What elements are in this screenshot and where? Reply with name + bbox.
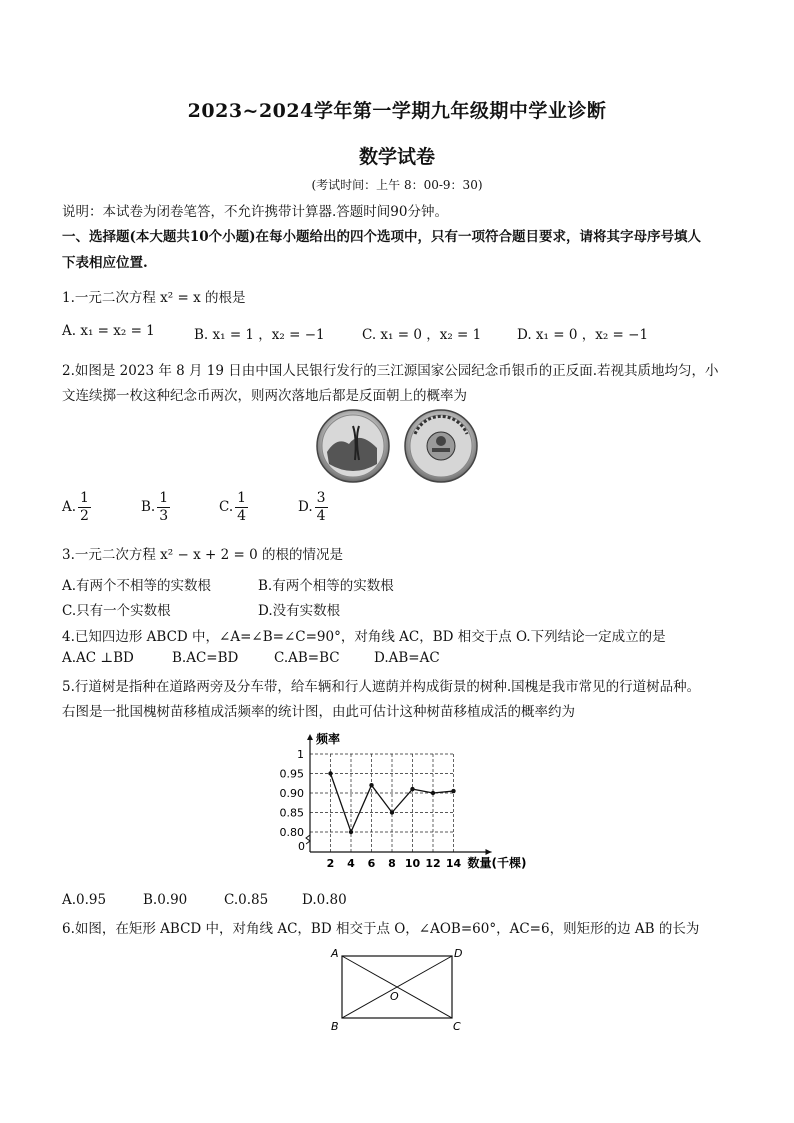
q1-option-d: D. x₁ = 0 ，x₂ = −1 xyxy=(517,327,649,343)
x-tick-label-1: 4 xyxy=(347,857,355,870)
section-heading-line2: 下表相应位置. xyxy=(62,255,148,271)
coin-front-icon xyxy=(317,410,389,482)
q1-option-c: C. x₁ = 0 ，x₂ = 1 xyxy=(362,327,482,343)
q2-option-c-denominator: 4 xyxy=(237,508,247,524)
coin-image xyxy=(315,408,485,484)
q5-stem-line2: 右图是一批国槐树苗移植成活频率的统计图，由此可估计这种树苗移植成活的概率约为 xyxy=(62,704,575,720)
q2-option-c xyxy=(219,490,248,525)
data-point-0 xyxy=(328,771,332,775)
q2-option-a-denominator: 2 xyxy=(80,508,89,524)
q2-option-b xyxy=(141,490,170,525)
frequency-chart xyxy=(268,726,538,876)
instructions: 说明：本试卷为闭卷笔答，不允许携带计算器.答题时间90分钟。 xyxy=(62,204,448,220)
q3-option-b: B.有两个相等的实数根 xyxy=(258,578,394,594)
q2-option-b-numerator: 1 xyxy=(159,490,169,506)
q1-option-b: B. x₁ = 1 ，x₂ = −1 xyxy=(194,327,325,343)
q2-option-d-denominator: 4 xyxy=(316,508,326,524)
data-point-5 xyxy=(431,791,435,795)
label-a: A xyxy=(331,947,339,960)
q6-stem: 6.如图，在矩形 ABCD 中，对角线 AC，BD 相交于点 O，∠AOB=60°，AC=6，则矩形的边 AB 的长为 xyxy=(62,921,700,937)
y-tick-label-3: 0.95 xyxy=(279,767,304,781)
q2-option-d-letter: D. xyxy=(298,499,313,515)
label-d: D xyxy=(454,947,463,960)
q5-option-a: A.0.95 xyxy=(62,892,107,908)
q5-option-c: C.0.85 xyxy=(224,892,269,908)
data-point-2 xyxy=(369,783,373,787)
y-tick-label-2: 0.90 xyxy=(279,787,304,800)
section-heading-line1: 一、选择题(本大题共10个小题)在每小题给出的四个选项中，只有一项符合题目要求，请将其字母序号填人 xyxy=(62,229,702,245)
q5-stem-line1: 5.行道树是指种在道路两旁及分车带，给车辆和行人遮荫并构成街景的树种.国槐是我市常见的行道树品种。 xyxy=(62,679,701,695)
x-tick-label-3: 8 xyxy=(388,857,396,870)
q5-option-d: D.0.80 xyxy=(302,892,347,908)
y-tick-label-0: 0.80 xyxy=(279,826,304,839)
x-tick-label-4: 10 xyxy=(404,857,421,870)
x-tick-label-5: 12 xyxy=(425,857,441,870)
q4-option-b: B.AC=BD xyxy=(172,650,239,666)
q2-option-c-letter: C. xyxy=(219,499,234,515)
data-point-4 xyxy=(410,787,414,791)
q3-option-c: C.只有一个实数根 xyxy=(62,603,171,619)
data-point-1 xyxy=(349,830,353,834)
x-axis-arrow-icon xyxy=(486,849,492,855)
q3-stem: 3.一元二次方程 x² − x + 2 = 0 的根的情况是 xyxy=(62,547,343,563)
x-axis-title: 数量(千棵) xyxy=(467,856,527,870)
x-tick-label-2: 6 xyxy=(367,857,376,870)
data-point-3 xyxy=(390,810,394,814)
q5-option-b: B.0.90 xyxy=(143,892,188,908)
q2-option-b-denominator: 3 xyxy=(159,508,169,524)
q2-option-b-letter: B. xyxy=(141,499,156,515)
q2-option-a xyxy=(62,490,91,525)
label-b: B xyxy=(331,1020,339,1033)
y-tick-label-4: 1 xyxy=(297,748,304,761)
exam-subject: 数学试卷 xyxy=(358,146,435,168)
q4-option-a: A.AC ⊥BD xyxy=(62,650,134,666)
x-tick-label-6: 14 xyxy=(445,857,462,870)
q4-stem: 4.已知四边形 ABCD 中，∠A=∠B=∠C=90°，对角线 AC，BD 相交于点 O.下列结论一定成立的是 xyxy=(62,629,666,645)
origin-label: 0 xyxy=(298,840,305,853)
q2-option-d xyxy=(298,490,328,525)
exam-time: (考试时间：上午 8：00-9：30) xyxy=(311,178,483,192)
q2-stem-line2: 文连续掷一枚这种纪念币两次，则两次落地后都是反面朝上的概率为 xyxy=(62,388,467,404)
label-o: O xyxy=(390,990,399,1003)
q3-option-d: D.没有实数根 xyxy=(258,603,341,619)
coin-back-icon xyxy=(405,410,477,482)
q2-option-a-letter: A. xyxy=(62,499,77,515)
exam-title: 2023~2024学年第一学期九年级期中学业诊断 xyxy=(187,100,607,122)
data-point-6 xyxy=(451,789,455,793)
axis-break-icon xyxy=(306,835,310,844)
q1-stem: 1.一元二次方程 x² = x 的根是 xyxy=(62,290,246,306)
q2-option-c-numerator: 1 xyxy=(237,490,247,506)
q4-option-c: C.AB=BC xyxy=(274,650,340,666)
q3-option-a: A.有两个不相等的实数根 xyxy=(62,578,212,594)
y-axis-arrow-icon xyxy=(307,734,313,740)
y-tick-label-1: 0.85 xyxy=(279,806,304,820)
label-c: C xyxy=(453,1020,461,1033)
q1-option-a: A. x₁ = x₂ = 1 xyxy=(62,323,155,339)
series-line xyxy=(331,774,454,833)
rectangle-diagram xyxy=(325,944,470,1034)
y-axis-title: 频率 xyxy=(316,732,341,746)
x-tick-label-0: 2 xyxy=(326,857,335,870)
q2-option-a-numerator: 1 xyxy=(80,490,89,506)
q2-option-d-numerator: 3 xyxy=(316,490,326,506)
q4-option-d: D.AB=AC xyxy=(374,650,440,666)
q2-stem-line1: 2.如图是 2023 年 8 月 19 日由中国人民银行发行的三江源国家公园纪念币银币的正反面.若视其质地均匀，小 xyxy=(62,363,719,379)
